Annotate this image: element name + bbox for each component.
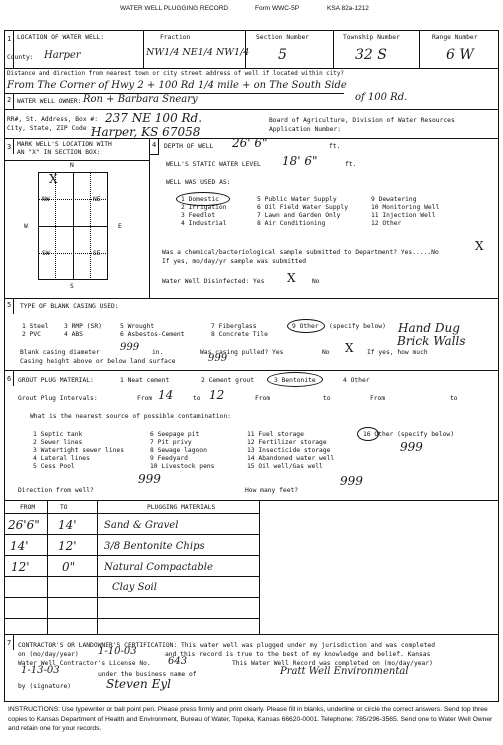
- disinfected-no-label: No: [312, 278, 320, 285]
- table-header-from: FROM: [20, 504, 36, 511]
- interval-from-value[interactable]: 14: [158, 388, 174, 402]
- source-lateral-lines[interactable]: 4 Lateral lines: [33, 455, 90, 462]
- quadrant-se: SE: [93, 250, 101, 257]
- signature-label: by (signature): [18, 683, 72, 690]
- chem-sample-label: Was a chemical/bacteriological sample submitted to Department? Yes.....No: [162, 249, 439, 256]
- well-use-label: WELL WAS USED AS:: [166, 179, 231, 186]
- use-dewatering[interactable]: 9 Dewatering: [371, 196, 417, 203]
- certification-line-2b: and this record is true to the best of my knowledge and belief. Kansas: [165, 651, 431, 658]
- grout-material-label: GROUT PLUG MATERIAL:: [18, 377, 94, 384]
- direction-label: Direction from well?: [18, 487, 94, 494]
- certification-line-4: under the business name of: [98, 671, 197, 678]
- certification-line-2a: on (mo/day/year): [18, 651, 79, 658]
- grout-cement-grout[interactable]: 2 Cement grout: [201, 377, 255, 384]
- section-number-1: 1: [7, 35, 12, 43]
- city-value[interactable]: Harper, KS 67058: [91, 125, 201, 139]
- source-other-circle: [357, 427, 379, 441]
- sample-date-label: If yes, mo/day/yr sample was submitted: [162, 258, 307, 265]
- source-watertight-sewer[interactable]: 3 Watertight sewer lines: [33, 447, 124, 454]
- application-label: Application Number:: [269, 126, 342, 133]
- address-label: RR#, St. Address, Box #:: [7, 116, 98, 123]
- owner-label: WATER WELL OWNER:: [17, 98, 82, 105]
- compass-s: S: [70, 283, 74, 290]
- static-level-value[interactable]: 18' 6": [282, 154, 318, 168]
- use-other[interactable]: 12 Other: [371, 220, 402, 227]
- direction-value[interactable]: 999: [138, 472, 161, 486]
- casing-diameter-in: in.: [152, 349, 164, 356]
- casing-abs[interactable]: 4 ABS: [64, 331, 83, 338]
- row-1-to[interactable]: 14': [58, 518, 77, 532]
- casing-asbestos[interactable]: 6 Asbestos-Cement: [120, 331, 185, 338]
- signature[interactable]: Steven Eyl: [106, 677, 171, 691]
- use-feedlot[interactable]: 3 Feedlot: [181, 212, 216, 219]
- source-septic-tank[interactable]: 1 Septic tank: [33, 431, 83, 438]
- row-3-to[interactable]: 0": [62, 560, 76, 574]
- row-2-from[interactable]: 14': [10, 539, 29, 553]
- use-irrigation[interactable]: 2 Irrigation: [181, 204, 227, 211]
- interval-to-2: to: [323, 395, 331, 402]
- instructions: INSTRUCTIONS: Use typewriter or ball point pen. Please press firmly and print clearly. Please fill in blanks, underline or circle the correct answers. Send top three copies to Kansas Department of Health and Environment, Bureau of Water, Topeka, Kansas 66620-0001. Telephone: 785/296-3565. Send one to Water Well Owner and retain one for your records.: [8, 706, 493, 732]
- how-many-feet-label: How many feet?: [245, 487, 299, 494]
- source-feedyard[interactable]: 9 Feedyard: [150, 455, 188, 462]
- casing-height-value[interactable]: 999: [208, 353, 228, 364]
- grout-bentonite[interactable]: 3 Bentonite: [274, 377, 316, 384]
- casing-pulled-no: No: [322, 349, 330, 356]
- certification-line-1: CONTRACTOR'S OR LANDOWNER'S CERTIFICATION: This water well was plugged under my jurisdiction and was completed: [18, 642, 436, 649]
- compass-e: E: [118, 223, 122, 230]
- interval-to-1: to: [193, 395, 201, 402]
- interval-to-3: to: [450, 395, 458, 402]
- board-label: Board of Agriculture, Division of Water Resources: [269, 117, 455, 124]
- depth-label: DEPTH OF WELL: [164, 143, 214, 150]
- source-sewer-lines[interactable]: 2 Sewer lines: [33, 439, 83, 446]
- disinfected-label: Water Well Disinfected: Yes: [162, 278, 265, 285]
- source-other[interactable]: 16 Other (specify below): [363, 431, 454, 438]
- source-cess-pool[interactable]: 5 Cess Pool: [33, 463, 75, 470]
- contamination-label: What is the nearest source of possible contamination:: [30, 413, 231, 420]
- casing-diameter-value[interactable]: 999: [120, 342, 140, 353]
- casing-how-much: If yes, how much: [367, 349, 428, 356]
- certification-line-3b: This Water Well Record was completed on (mo/day/year): [232, 660, 433, 667]
- disinfected-mark[interactable]: X: [287, 271, 296, 285]
- source-other-value[interactable]: 999: [400, 440, 423, 454]
- source-sewage-lagoon[interactable]: 8 Sewage lagoon: [150, 447, 207, 454]
- distance-value-line1[interactable]: From The Corner of Hwy 2 + 100 Rd 1/4 mile + on The South Side: [7, 80, 347, 91]
- use-injection[interactable]: 11 Injection Well: [371, 212, 436, 219]
- section-number-4: 4: [152, 141, 157, 149]
- quadrant-ne: NE: [93, 196, 101, 203]
- use-air-conditioning[interactable]: 8 Air Conditioning: [257, 220, 326, 227]
- section-box-label-2: AN "X" IN SECTION BOX:: [17, 149, 101, 156]
- row-2-to[interactable]: 12': [58, 539, 77, 553]
- casing-fiberglass[interactable]: 7 Fiberglass: [211, 323, 257, 330]
- source-insecticide-storage[interactable]: 13 Insecticide storage: [247, 447, 331, 454]
- license-number[interactable]: 643: [168, 656, 188, 667]
- interval-from-2: From: [255, 395, 271, 402]
- use-oil-field[interactable]: 6 Oil Field Water Supply: [257, 204, 348, 211]
- casing-rmp[interactable]: 3 RMP (SR): [64, 323, 102, 330]
- row-4-material[interactable]: Clay Soil: [112, 582, 157, 593]
- distance-value-line2[interactable]: of 100 Rd.: [355, 92, 408, 103]
- section-number-label: Section Number: [256, 34, 310, 41]
- static-level-label: WELL'S STATIC WATER LEVEL: [166, 161, 261, 168]
- casing-wrought[interactable]: 5 Wrought: [120, 323, 155, 330]
- city-label: City, State, ZIP Code :: [7, 125, 95, 132]
- use-lawn-garden[interactable]: 7 Lawn and Garden Only: [257, 212, 341, 219]
- row-1-material[interactable]: Sand & Gravel: [104, 520, 179, 531]
- section-number-3: 3: [7, 143, 12, 151]
- depth-ft: ft.: [329, 143, 341, 150]
- row-1-from[interactable]: 26'6": [8, 518, 40, 532]
- row-3-material[interactable]: Natural Compactable: [104, 562, 213, 573]
- fraction-value[interactable]: NW1/4 NE1/4 NW1/4: [146, 47, 250, 58]
- use-monitoring[interactable]: 10 Monitoring Well: [371, 204, 440, 211]
- source-oil-gas-well[interactable]: 15 Oil well/Gas well: [247, 463, 323, 470]
- casing-other-circle: [287, 319, 325, 333]
- range-number-value[interactable]: 6 W: [446, 47, 474, 63]
- depth-value[interactable]: 26' 6": [232, 136, 268, 150]
- source-fertilizer-storage[interactable]: 12 Fertilizer storage: [247, 439, 327, 446]
- casing-other[interactable]: 9 Other: [292, 323, 319, 330]
- casing-diameter-label: Blank casing diameter: [20, 349, 100, 356]
- section-number-6: 6: [7, 375, 12, 383]
- business-name[interactable]: Pratt Well Environmental: [280, 666, 409, 677]
- interval-to-value[interactable]: 12: [209, 388, 225, 402]
- county-label: County:: [7, 54, 34, 61]
- fraction-label: Fraction: [160, 34, 191, 41]
- table-header-materials: PLUGGING MATERIALS: [147, 504, 216, 511]
- quadrant-nw: NW: [42, 196, 50, 203]
- source-fuel-storage[interactable]: 11 Fuel storage: [247, 431, 304, 438]
- location-label: LOCATION OF WATER WELL:: [17, 34, 105, 41]
- county-value[interactable]: Harper: [44, 50, 81, 61]
- completed-date[interactable]: 1-13-03: [21, 665, 60, 676]
- form-number: Form WWC-5P: [255, 5, 300, 12]
- quadrant-sw: SW: [42, 250, 50, 257]
- row-3-from[interactable]: 12': [11, 560, 30, 574]
- source-abandoned-well[interactable]: 14 Abandoned water well: [247, 455, 335, 462]
- interval-from-1: From: [137, 395, 153, 402]
- use-public-water[interactable]: 5 Public Water Supply: [257, 196, 337, 203]
- owner-value[interactable]: Ron + Barbara Sneary: [83, 94, 198, 105]
- chem-sample-mark[interactable]: X: [475, 239, 484, 253]
- statute-ref: KSA 82a-1212: [327, 5, 369, 12]
- grout-neat-cement[interactable]: 1 Neat cement: [120, 377, 170, 384]
- static-ft: ft.: [345, 161, 357, 168]
- township-number-value[interactable]: 32 S: [355, 47, 387, 63]
- grout-bentonite-circle: [267, 372, 323, 387]
- table-header-to: TO: [60, 504, 68, 511]
- casing-other-value-2[interactable]: Brick Walls: [397, 334, 466, 348]
- source-livestock-pens[interactable]: 10 Livestock pens: [150, 463, 215, 470]
- use-industrial[interactable]: 4 Industrial: [181, 220, 227, 227]
- casing-pulled-mark[interactable]: X: [345, 341, 354, 355]
- casing-pulled-label: Was casing pulled? Yes: [200, 349, 284, 356]
- interval-from-3: From: [370, 395, 386, 402]
- casing-other-value-1[interactable]: Hand Dug: [398, 321, 460, 335]
- certification-date[interactable]: 1-10-03: [98, 646, 137, 657]
- row-2-material[interactable]: 3/8 Bentonite Chips: [104, 541, 205, 552]
- compass-w: W: [24, 223, 28, 230]
- casing-concrete[interactable]: 8 Concrete Tile: [211, 331, 268, 338]
- how-many-feet-value[interactable]: 999: [340, 474, 363, 488]
- section-number-value[interactable]: 5: [278, 47, 287, 63]
- compass-n: N: [70, 162, 74, 169]
- grout-intervals-label: Grout Plug Intervals:: [18, 395, 98, 402]
- form-title: WATER WELL PLUGGING RECORD: [120, 5, 229, 12]
- section-number-2: 2: [7, 96, 12, 104]
- section-number-7: 7: [7, 639, 12, 647]
- source-seepage-pit[interactable]: 6 Seepage pit: [150, 431, 200, 438]
- certification-line-3a: Water Well Contractor's License No.: [18, 660, 151, 667]
- use-domestic[interactable]: 1 Domestic: [181, 196, 219, 203]
- source-pit-privy[interactable]: 7 Pit privy: [150, 439, 192, 446]
- casing-height-label: Casing height above or below land surface: [20, 358, 176, 365]
- casing-pvc[interactable]: 2 PVC: [22, 331, 41, 338]
- distance-label: Distance and direction from nearest town or city street address of well if located within city?: [7, 71, 344, 77]
- grout-other[interactable]: 4 Other: [343, 377, 370, 384]
- section-box-label-1: MARK WELL'S LOCATION WITH: [17, 141, 112, 148]
- casing-type-label: TYPE OF BLANK CASING USED:: [20, 303, 119, 310]
- address-value[interactable]: 237 NE 100 Rd.: [105, 111, 203, 125]
- section-number-5: 5: [7, 301, 12, 309]
- range-number-label: Range Number: [432, 34, 478, 41]
- casing-steel[interactable]: 1 Steel: [22, 323, 49, 330]
- location-mark[interactable]: X: [49, 172, 58, 186]
- casing-specify: (specify below): [329, 323, 386, 330]
- township-number-label: Township Number: [343, 34, 400, 41]
